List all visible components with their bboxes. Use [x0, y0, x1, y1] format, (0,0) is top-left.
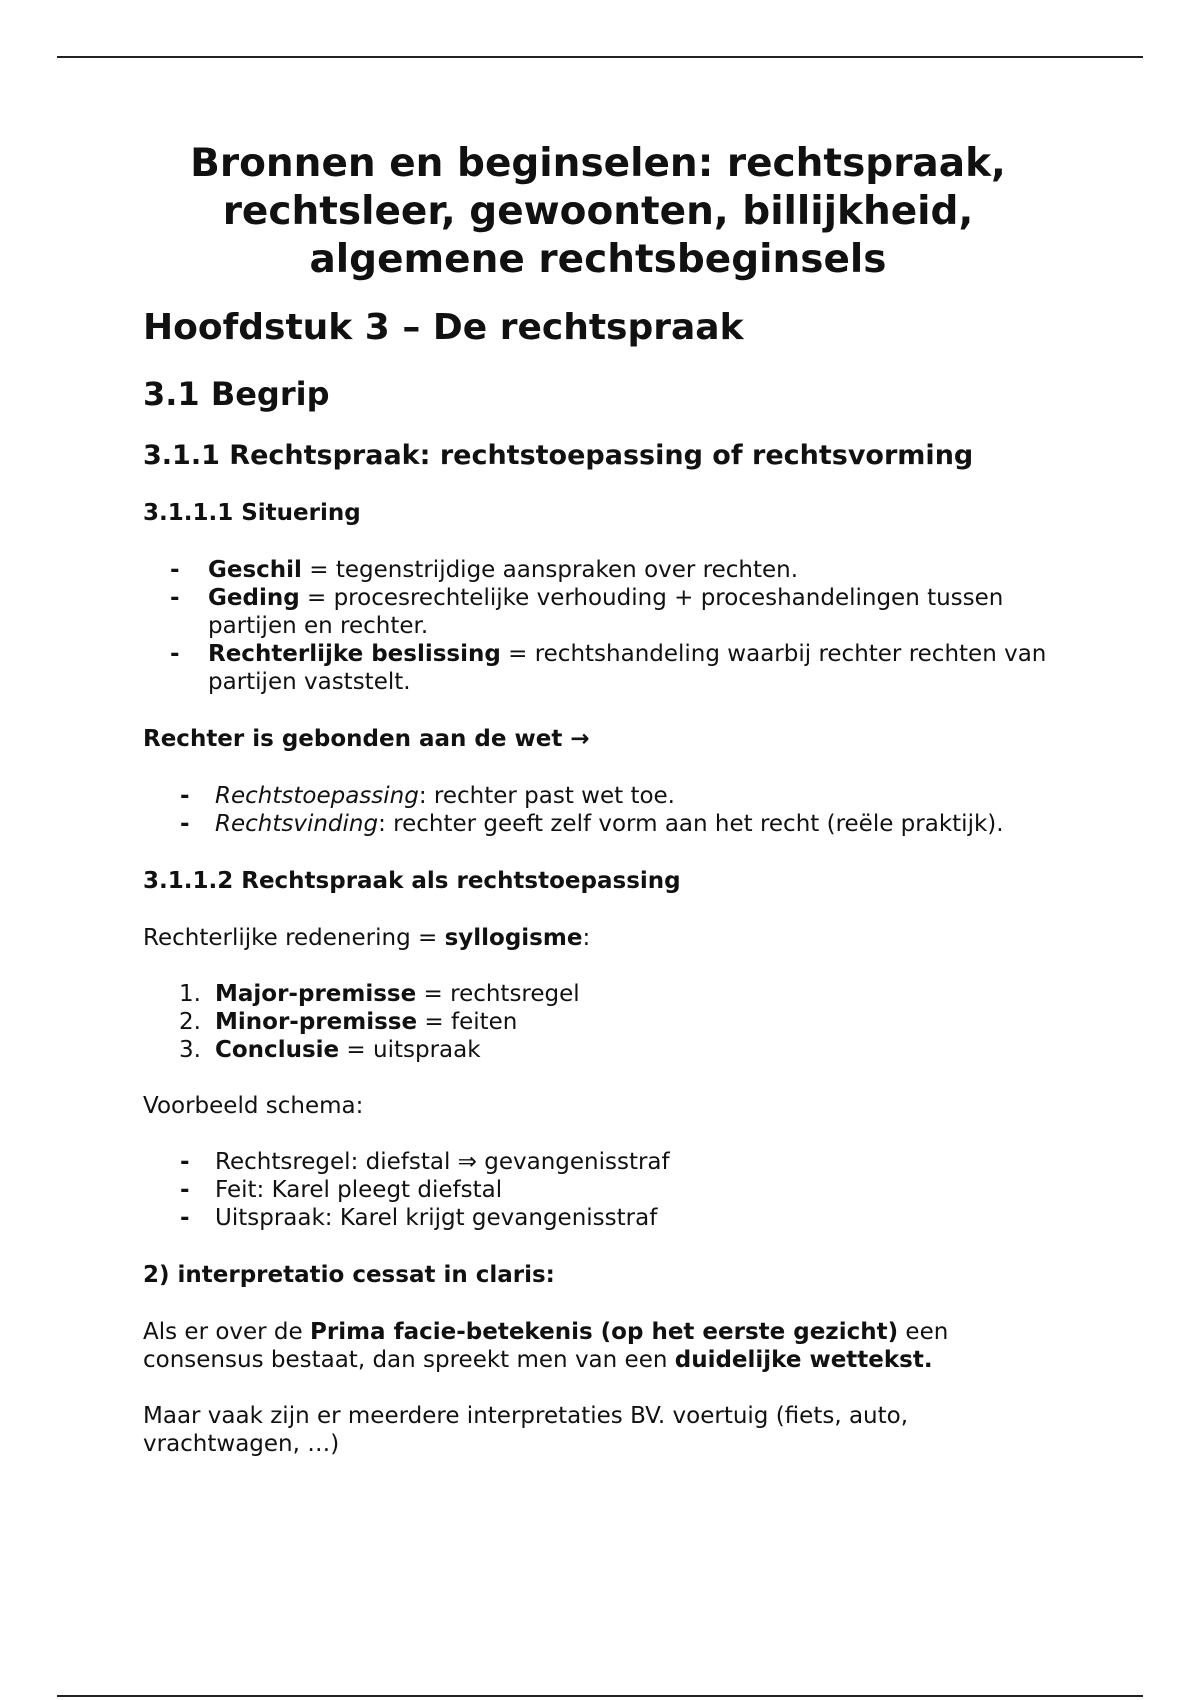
interpretatio-paragraph-1: Als er over de Prima facie-betekenis (op het eerste gezicht) een consensus bestaat, dan spreekt men van een duidelijke wettekst.	[143, 1319, 949, 1373]
situering-list	[143, 556, 1053, 696]
list-item: - Feit: Karel pleegt diefstal	[143, 1176, 1053, 1204]
section-heading: 3.1 Begrip	[143, 375, 330, 413]
syllogisme-intro: Rechterlijke redenering = syllogisme:	[143, 925, 591, 951]
list-item: 1. Major-premisse = rechtsregel	[179, 981, 580, 1007]
list-item: - Uitspraak: Karel krijgt gevangenisstraf	[143, 1204, 1053, 1232]
list-item: - Rechtsvinding: rechter geeft zelf vorm aan het recht (reële praktijk).	[143, 810, 1053, 838]
toepassing-heading: 3.1.1.2 Rechtspraak als rechtstoepassing	[143, 868, 681, 894]
interpretatio-heading: 2) interpretatio cessat in claris:	[143, 1262, 555, 1288]
list-item: - Geding = procesrechtelijke verhouding + proceshandelingen tussen partijen en rechter.	[143, 584, 1053, 640]
example-label: Voorbeeld schema:	[143, 1093, 364, 1119]
document-title: Bronnen en beginselen: rechtspraak, rechtsleer, gewoonten, billijkheid, algemene rechtsbeginsels	[190, 141, 1006, 282]
list-item: - Rechterlijke beslissing = rechtshandeling waarbij rechter rechten van partijen vaststelt.	[143, 640, 1053, 696]
gebonden-list	[143, 782, 1053, 838]
document-body	[143, 140, 1053, 1486]
example-list	[143, 1148, 1053, 1232]
list-item: - Rechtstoepassing: rechter past wet toe.	[143, 782, 1053, 810]
list-item: 2. Minor-premisse = feiten	[179, 1009, 518, 1035]
header-rule	[57, 56, 1143, 58]
situering-heading: 3.1.1.1 Situering	[143, 500, 361, 526]
list-item: 3. Conclusie = uitspraak	[179, 1037, 481, 1063]
interpretatio-paragraph-2: Maar vaak zijn er meerdere interpretaties BV. voertuig (fiets, auto, vrachtwagen, …)	[143, 1403, 909, 1457]
list-item: - Geschil = tegenstrijdige aanspraken over rechten.	[143, 556, 1053, 584]
list-item: - Rechtsregel: diefstal ⇒ gevangenisstraf	[143, 1148, 1053, 1176]
syllogisme-steps	[143, 980, 1053, 1064]
footer-rule	[57, 1695, 1143, 1697]
chapter-heading: Hoofdstuk 3 – De rechtspraak	[143, 307, 744, 348]
gebonden-heading: Rechter is gebonden aan de wet →	[143, 726, 590, 752]
subsection-heading: 3.1.1 Rechtspraak: rechtstoepassing of rechtsvorming	[143, 440, 974, 471]
